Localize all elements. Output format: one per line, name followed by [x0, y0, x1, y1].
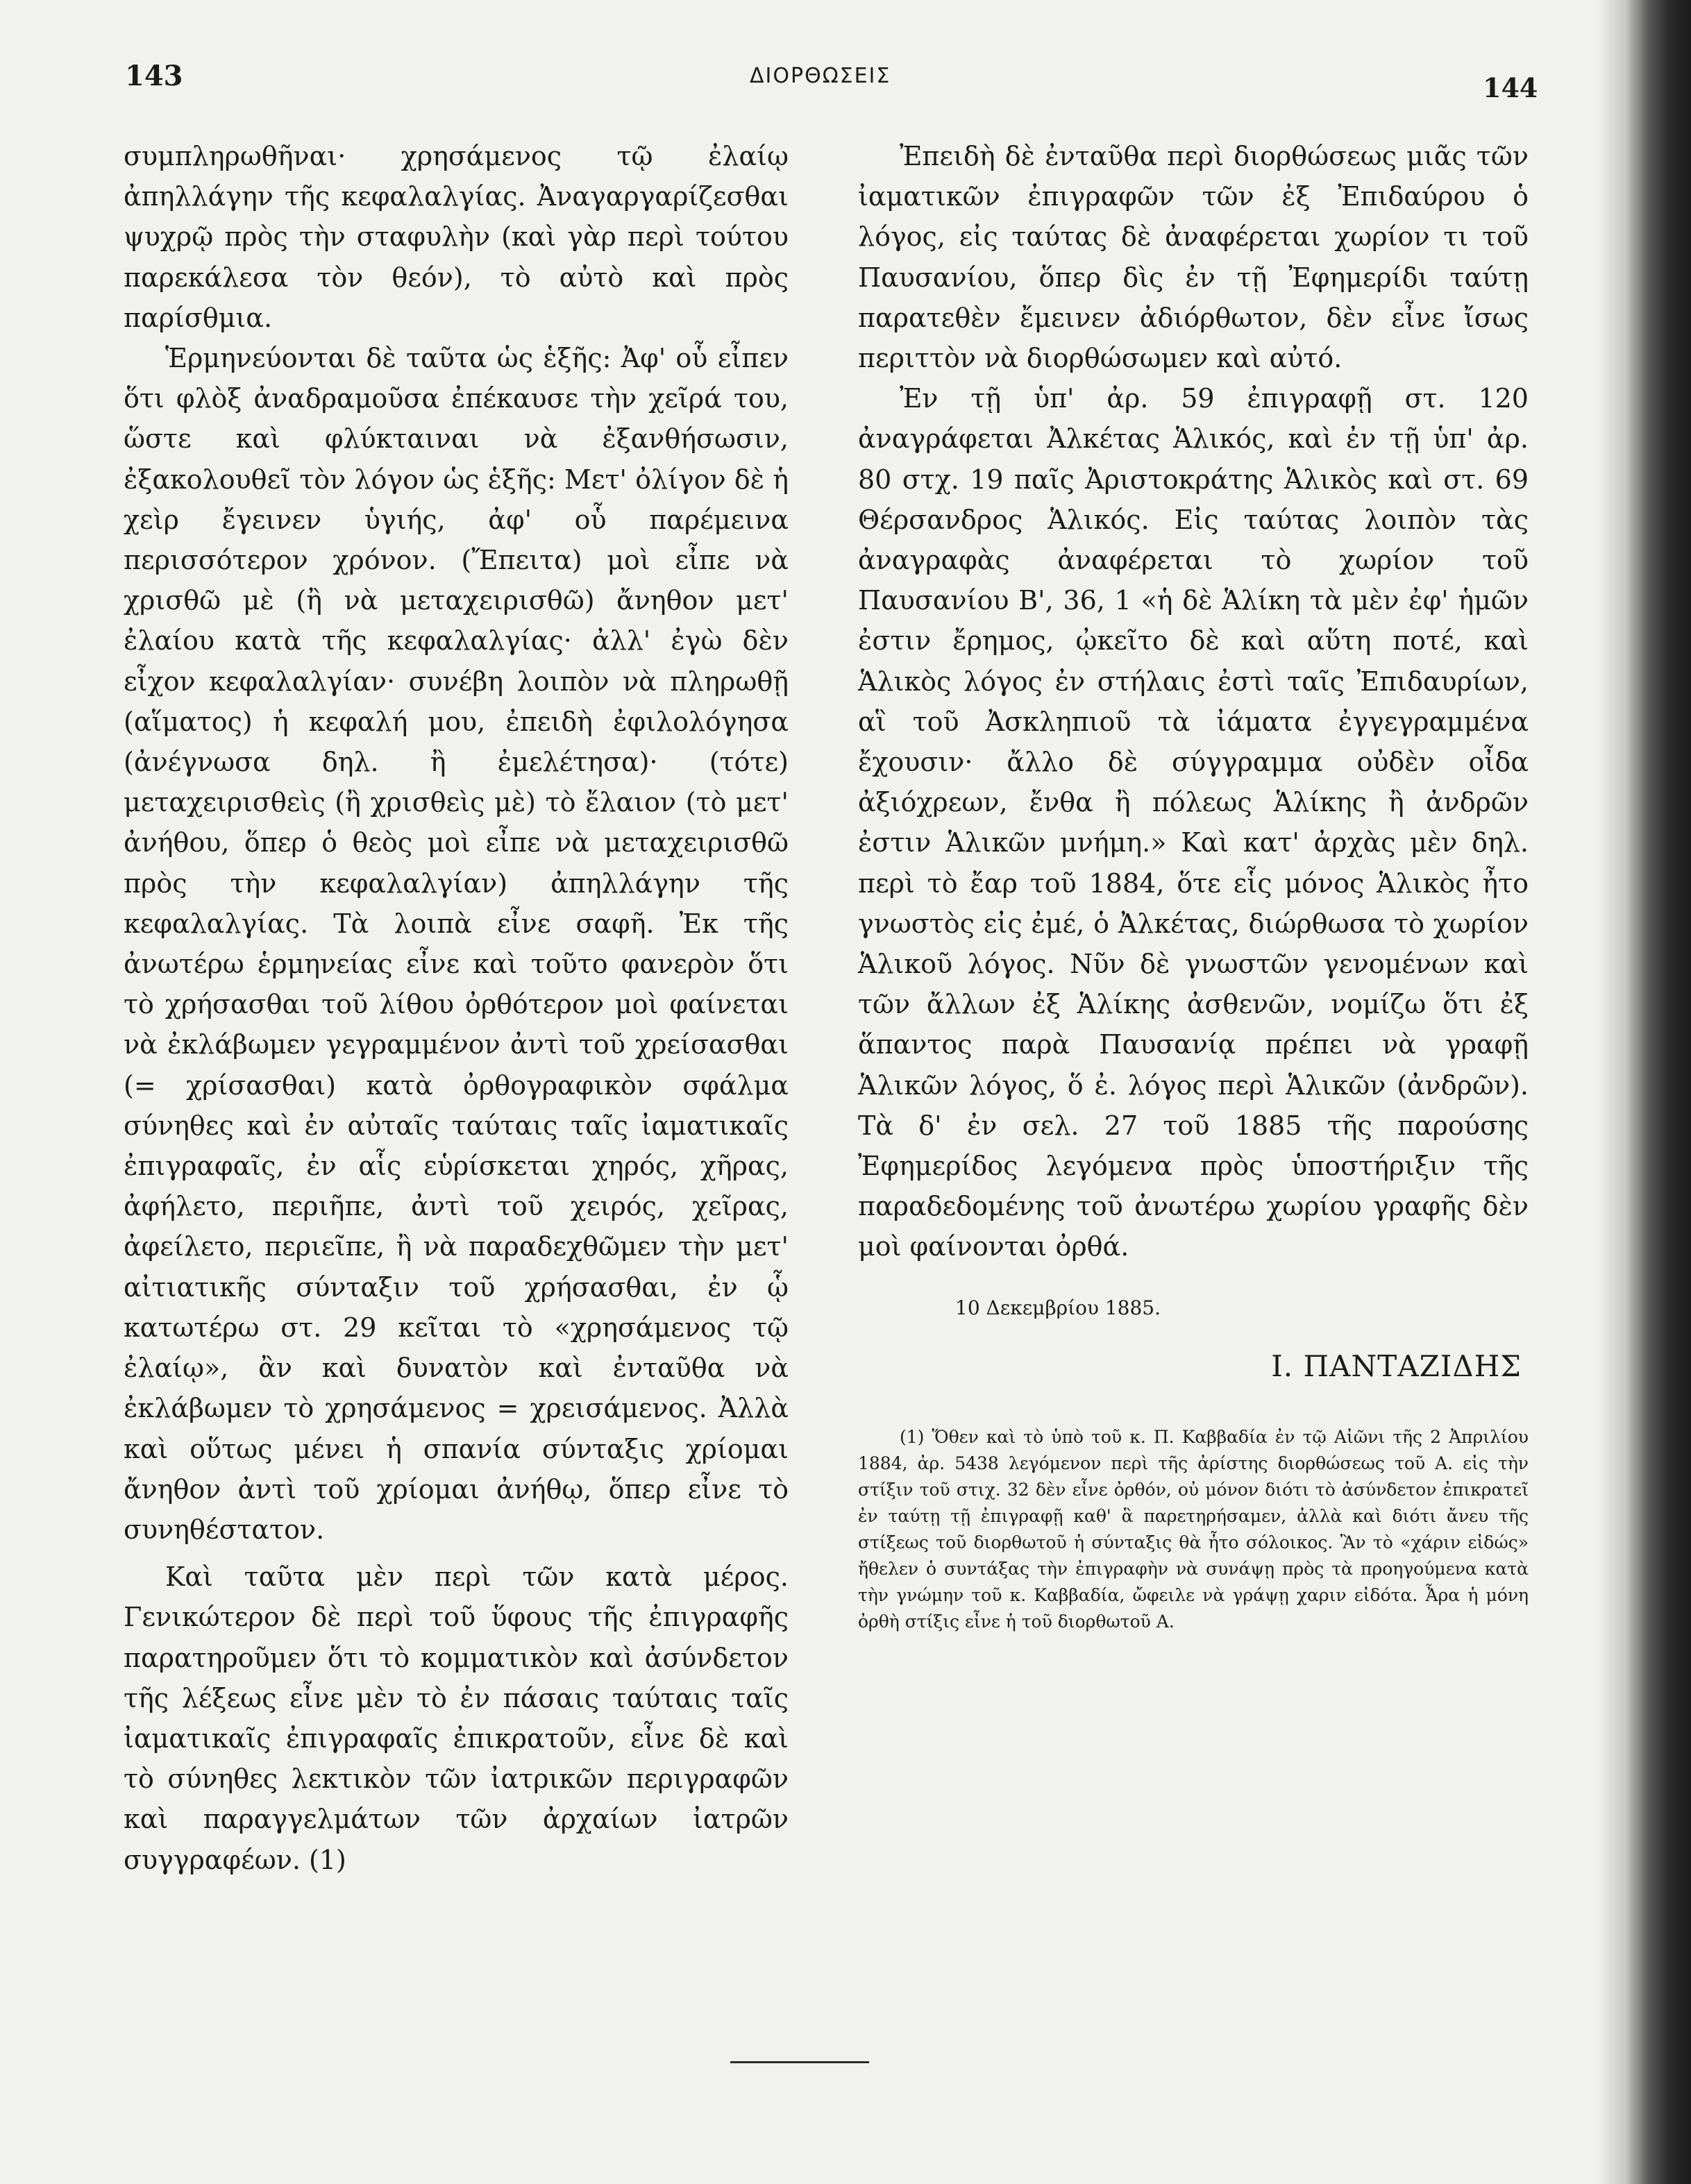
- right-page-number: 144: [1483, 72, 1538, 103]
- left-page-number: 143: [125, 60, 183, 92]
- paragraph: Ἑρμηνεύονται δὲ ταῦτα ὡς ἑξῆς: Ἀφ' οὗ εἶπεν ὅτι φλὸξ ἀναδραμοῦσα ἐπέκαυσε τὴν χεῖρά του, ὥστε καὶ φλύκταιναι νὰ ἐξανθήσωσιν, ἐξακολουθεῖ τὸν λόγον ὡς ἑξῆς: Μετ' ὀλίγον δὲ ἡ χεὶρ ἔγεινεν ὑγιής, ἀφ' οὗ παρέμεινα περισσότερον χρόνον. (Ἔπειτα) μοὶ εἶπε νὰ χρισθῶ μὲ (ἢ νὰ μεταχειρισθῶ) ἄνηθον μετ' ἐλαίου κατὰ τῆς κεφαλαλγίας· ἀλλ' ἐγὼ δὲν εἶχον κεφαλαλγίαν· συνέβη λοιπὸν νὰ πληρωθῇ (αἵματος) ἡ κεφαλή μου, ἐπειδὴ ἐφιλολόγησα (ἀνέγνωσα δηλ. ἢ ἐμελέτησα)· (τότε) μεταχειρισθεὶς (ἢ χρισθεὶς μὲ) τὸ ἔλαιον (τὸ μετ' ἀνήθου, ὅπερ ὁ θεὸς μοὶ εἶπε νὰ μεταχειρισθῶ πρὸς τὴν κεφαλαλγίαν) ἀπηλλάγην τῆς κεφαλαλγίας. Τὰ λοιπὰ εἶνε σαφῆ. Ἐκ τῆς ἀνωτέρω ἑρμηνείας εἶνε καὶ τοῦτο φανερὸν ὅτι τὸ χρήσασθαι τοῦ λίθου ὀρθότερον μοὶ φαίνεται νὰ ἐκλάβωμεν γεγραμμένον ἀντὶ τοῦ χρείσασθαι (= χρίσασθαι) κατὰ ὀρθογραφικὸν σφάλμα σύνηθες καὶ ἐν αὐταῖς ταύταις ταῖς ἰαματικαῖς ἐπιγραφαῖς, ἐν αἷς εὑρίσκεται χηρός, χῆρας, ἀφήλετο, περιῆπε, ἀντὶ τοῦ χειρός, χεῖρας, ἀφείλετο, περιεῖπε, ἢ νὰ παραδεχθῶμεν τὴν μετ' αἰτιατικῆς σύνταξιν τοῦ χρήσασθαι, ἐν ᾧ κατωτέρω στ. 29 κεῖται τὸ «χρησάμενος τῷ ἐλαίῳ», ἂν καὶ δυνατὸν καὶ ἐνταῦθα νὰ ἐκλάβωμεν τὸ χρησάμενος = χρεισάμενος. Ἀλλὰ καὶ οὕτως μένει ἡ σπανία σύνταξις χρίομαι ἄνηθον ἀντὶ τοῦ χρίομαι ἀνήθῳ, ὅπερ εἶνε τὸ συνηθέστατον.: [124, 343, 789, 1545]
- left-column: [124, 136, 789, 1880]
- paragraph: Καὶ ταῦτα μὲν περὶ τῶν κατὰ μέρος. Γενικώτερον δὲ περὶ τοῦ ὕφους τῆς ἐπιγραφῆς παρατηροῦμεν ὅτι τὸ κομματικὸν καὶ ἀσύνδετον τῆς λέξεως εἶνε μὲν τὸ ἐν πάσαις ταύταις ταῖς ἰαματικαῖς ἐπιγραφαῖς ἐπικρατοῦν, εἶνε δὲ καὶ τὸ σύνηθες λεκτικὸν τῶν ἰατρικῶν περιγραφῶν καὶ παραγγελμάτων τῶν ἀρχαίων ἰατρῶν συγγραφέων. (1): [124, 1561, 789, 1875]
- author-signature: Ι. ΠΑΝΤΑΖΙΔΗΣ: [1271, 1348, 1522, 1383]
- paragraph: Ἐν τῇ ὑπ' ἀρ. 59 ἐπιγραφῇ στ. 120 ἀναγράφεται Ἀλκέτας Ἁλικός, καὶ ἐν τῇ ὑπ' ἀρ. 80 στχ. 19 παῖς Ἀριστοκράτης Ἁλικὸς καὶ στ. 69 Θέρσανδρος Ἁλικός. Εἰς ταύτας λοιπὸν τὰς ἀναγραφὰς ἀναφέρεται τὸ χωρίον τοῦ Παυσανίου Β', 36, 1 «ἡ δὲ Ἁλίκη τὰ μὲν ἐφ' ἡμῶν ἐστιν ἔρημος, ᾠκεῖτο δὲ καὶ αὕτη ποτέ, καὶ Ἁλικὸς λόγος ἐν στήλαις ἐστὶ ταῖς Ἐπιδαυρίων, αἳ τοῦ Ἀσκληπιοῦ τὰ ἰάματα ἐγγεγραμμένα ἔχουσιν· ἄλλο δὲ σύγγραμμα οὐδὲν οἶδα ἀξιόχρεων, ἔνθα ἢ πόλεως Ἁλίκης ἢ ἀνδρῶν ἐστιν Ἁλικῶν μνήμη.» Καὶ κατ' ἀρχὰς μὲν δηλ. περὶ τὸ ἔαρ τοῦ 1884, ὅτε εἷς μόνος Ἁλικὸς ἦτο γνωστὸς εἰς ἐμέ, ὁ Ἀλκέτας, διώρθωσα τὸ χωρίον Ἁλικοῦ λόγος. Νῦν δὲ γνωστῶν γενομένων καὶ τῶν ἄλλων ἐξ Ἁλίκης ἀσθενῶν, νομίζω ὅτι ἐξ ἅπαντος παρὰ Παυσανίᾳ πρέπει νὰ γραφῇ Ἁλικῶν λόγος, ὅ ἐ. λόγος περὶ Ἁλικῶν (ἀνδρῶν). Τὰ δ' ἐν σελ. 27 τοῦ 1885 τῆς παρούσης Ἐφημερίδος λεγόμενα πρὸς ὑποστήριξιν τῆς παραδεδομένης τοῦ ἀνωτέρω χωρίου γραφῆς δὲν μοὶ φαίνονται ὀρθά.: [858, 383, 1529, 1262]
- date-line: 10 Δεκεμβρίου 1885.: [955, 1296, 1161, 1319]
- book-spine-shadow: [1597, 0, 1691, 2184]
- footnote: (1) Ὅθεν καὶ τὸ ὑπὸ τοῦ κ. Π. Καββαδία ἐν τῷ Αἰῶνι τῆς 2 Ἀπριλίου 1884, ἀρ. 5438 λεγόμενον περὶ τῆς ἀρίστης διορθώσεως τοῦ Α. εἰς τὴν στίξιν τοῦ στιχ. 32 δὲν εἶνε ὀρθόν, οὐ μόνον διότι τὸ ἀσύνδετον ἐπικρατεῖ ἐν ταύτῃ τῇ ἐπιγραφῇ καθ' ἃ παρετηρήσαμεν, ἀλλὰ καὶ διότι ἄνευ τῆς στίξεως τοῦ διορθωτοῦ ἡ σύνταξις θὰ ἦτο σόλοικος. Ἂν τὸ «χάριν εἰδώς» ἤθελεν ὁ συντάξας τὴν ἐπιγραφὴν νὰ συνάψῃ πρὸς τὰ προηγούμενα κατὰ τὴν γνώμην τοῦ κ. Καββαδία, ὤφειλε νὰ γράψῃ χαριν εἰδότα. Ἆρα ἡ μόνη ὀρθὴ στίξις εἶνε ἡ τοῦ διορθωτοῦ Α.: [858, 1427, 1529, 1632]
- closing-rule: [730, 2061, 869, 2063]
- running-title: ΔΙΟΡΘΩΣΕΙΣ: [750, 64, 891, 88]
- paragraph: Ἐπειδὴ δὲ ἐνταῦθα περὶ διορθώσεως μιᾶς τῶν ἰαματικῶν ἐπιγραφῶν τῶν ἐξ Ἐπιδαύρου ὁ λόγος, εἰς ταύτας δὲ ἀναφέρεται χωρίον τι τοῦ Παυσανίου, ὅπερ δὶς ἐν τῇ Ἐφημερίδι ταύτῃ παρατεθὲν ἔμεινεν ἀδιόρθωτον, δὲν εἶνε ἴσως περιττὸν νὰ διορθώσωμεν καὶ αὐτό.: [858, 141, 1529, 374]
- right-column: [858, 136, 1529, 1635]
- paragraph: συμπληρωθῆναι· χρησάμενος τῷ ἐλαίῳ ἀπηλλάγην τῆς κεφαλαλγίας. Ἀναγαργαρίζεσθαι ψυχρῷ πρὸς τὴν σταφυλὴν (καὶ γὰρ περὶ τούτου παρεκάλεσα τὸν θεόν), τὸ αὐτὸ καὶ πρὸς παρίσθμια.: [124, 141, 789, 333]
